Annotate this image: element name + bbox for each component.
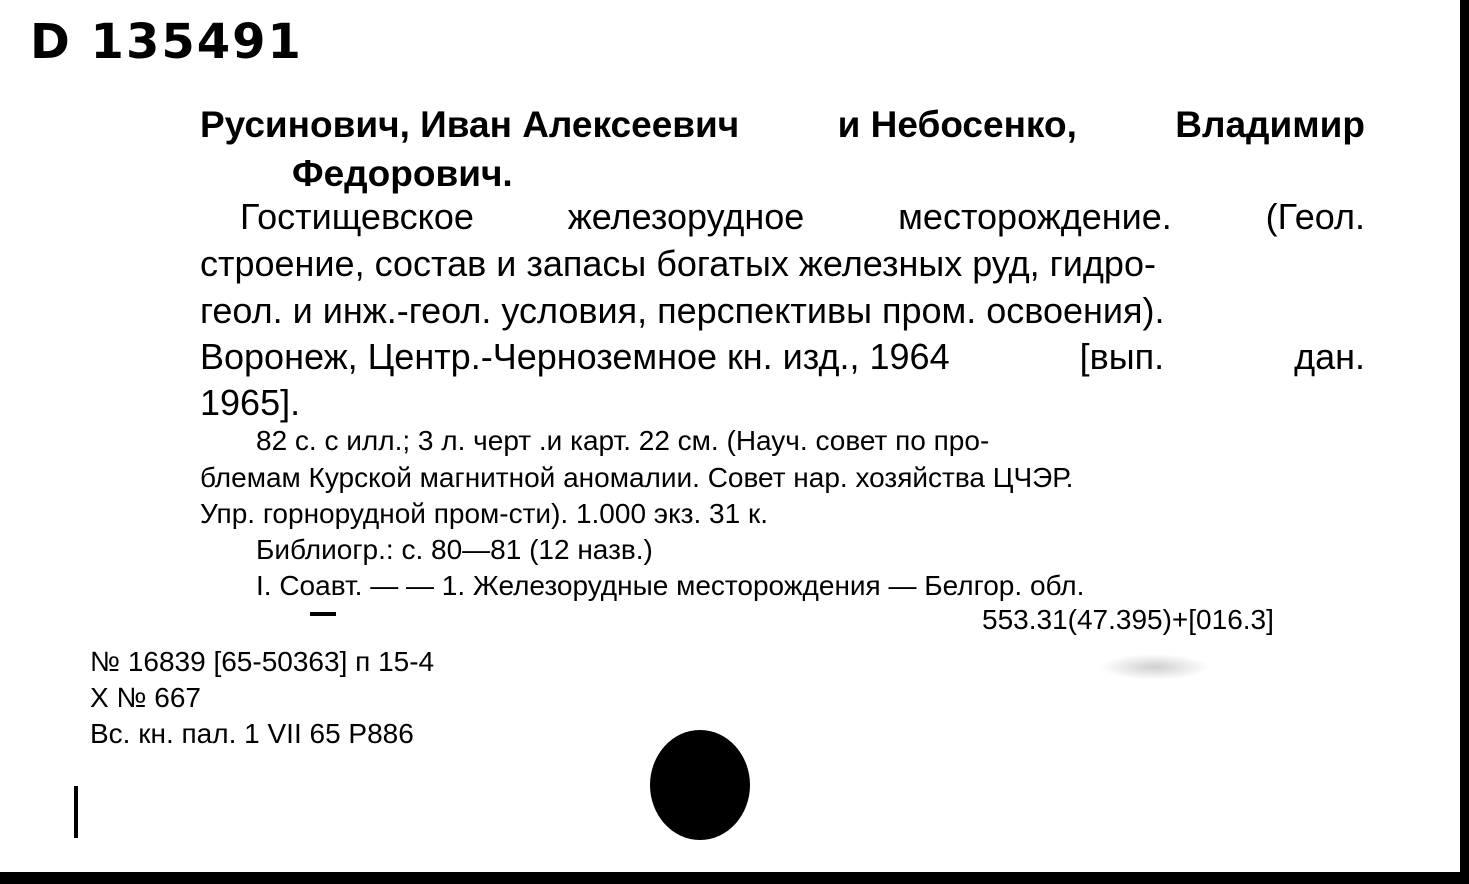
imprint-word: дан.: [1294, 336, 1365, 377]
description-line-1: 82 с. с илл.; 3 л. черт .и карт. 22 см. (Науч. совет по про-: [256, 425, 990, 456]
catalog-line-3: Вс. кн. пал. 1 VII 65 Р886: [90, 718, 414, 749]
bibliography-line: Библиогр.: с. 80—81 (12 назв.): [256, 534, 653, 565]
pen-dash-mark: [310, 612, 336, 616]
author-2-surname: и Небосенко,: [837, 104, 1077, 145]
punch-hole: [650, 730, 750, 840]
title-line-4: [200, 336, 1365, 378]
imprint-word: [вып.: [1079, 336, 1165, 377]
authors-line-1: [200, 104, 1365, 146]
catalog-line-2: Х № 667: [90, 682, 201, 713]
faint-stamp-mark: [1100, 654, 1210, 680]
pen-vertical-mark: [74, 786, 78, 838]
udc-index: 553.31(47.395)+[016.3]: [982, 604, 1274, 635]
authors-line-2: Федорович.: [292, 153, 513, 194]
title-line-1: [240, 196, 1365, 238]
imprint: Воронеж, Центр.-Черноземное кн. изд., 1964: [200, 336, 950, 377]
title-line-3: геол. и инж.-геол. условия, перспективы пром. освоения).: [200, 290, 1165, 331]
title-word: (Геол.: [1265, 196, 1365, 237]
description-line-3: Упр. горнорудной пром-сти). 1.000 экз. 31 к.: [200, 498, 768, 529]
title-line-5: 1965].: [200, 382, 301, 423]
catalog-line-1: № 16839 [65-50363] п 15-4: [90, 646, 435, 677]
subject-line: I. Соавт. — — 1. Железорудные месторождения — Белгор. обл.: [256, 570, 1085, 601]
author-2-name: Владимир: [1175, 104, 1365, 145]
title-line-2: строение, состав и запасы богатых железных руд, гидро-: [200, 243, 1156, 284]
title-word: месторождение.: [898, 196, 1172, 237]
title-word: Гостищевское: [240, 196, 474, 237]
call-number: D 135491: [30, 14, 303, 70]
description-line-2: блемам Курской магнитной аномалии. Совет нар. хозяйства ЦЧЭР.: [200, 462, 1074, 493]
author-1: Русинович, Иван Алексеевич: [200, 104, 740, 145]
title-word: железорудное: [567, 196, 805, 237]
